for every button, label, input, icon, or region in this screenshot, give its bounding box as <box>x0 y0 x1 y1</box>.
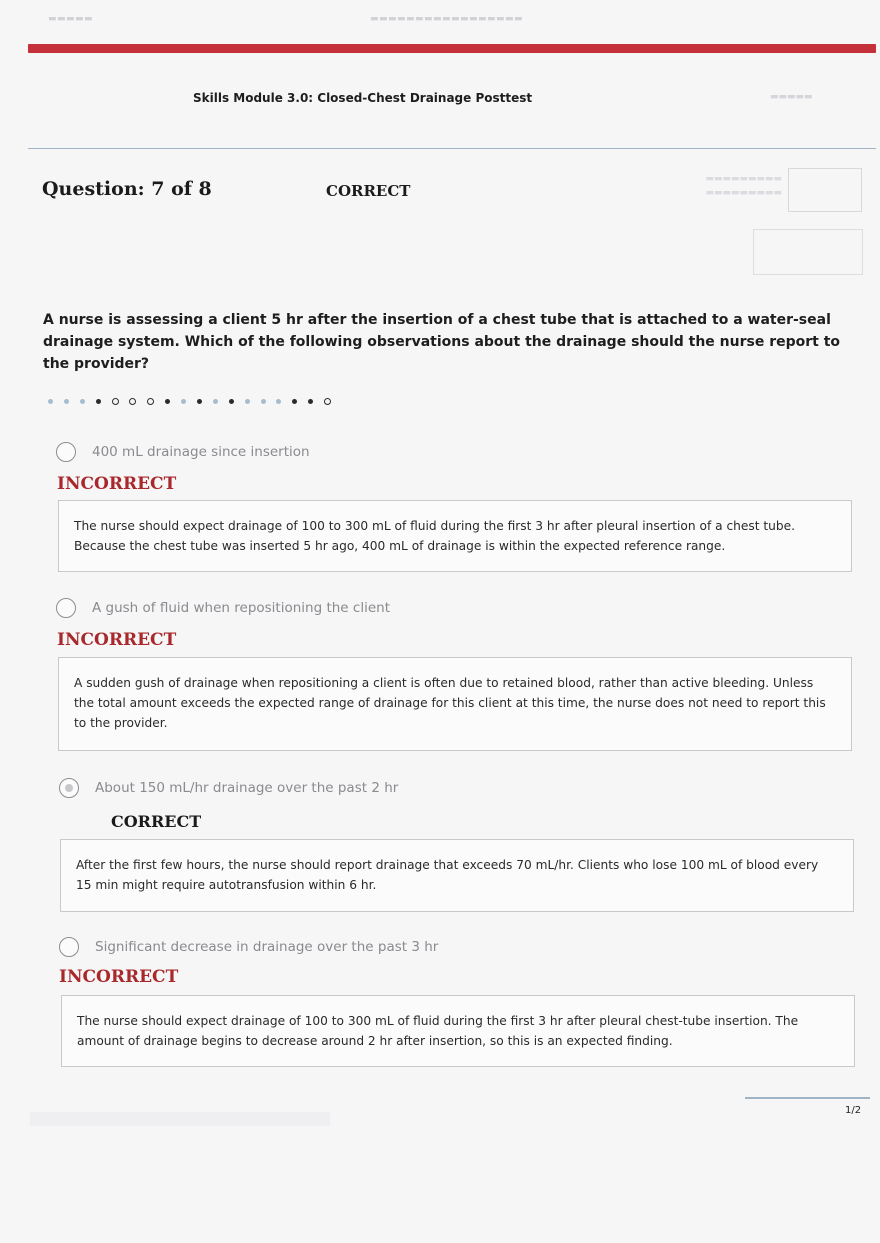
question-stem: A nurse is assessing a client 5 hr after the insertion of a chest tube that is attached to a water-seal drainage system. Which of the following observations about the drainage should the nurse report to the provider? <box>43 312 841 372</box>
option-rationale: A sudden gush of drainage when repositioning a client is often due to retained blood, rather than active bleeding. Unless the total amount exceeds the expected range of drainage for this client at this time, the nurse does not need to report this to the provider. <box>58 657 852 751</box>
option-text: Significant decrease in drainage over the past 3 hr <box>95 939 439 955</box>
progress-dot[interactable] <box>292 399 297 404</box>
progress-dot[interactable] <box>276 399 281 404</box>
option-text: A gush of fluid when repositioning the client <box>92 600 390 616</box>
faint-button-bottom[interactable] <box>753 229 863 275</box>
header-accent-bar <box>28 44 876 53</box>
faint-button-top[interactable] <box>788 168 862 212</box>
progress-dot[interactable] <box>245 399 250 404</box>
page-number: 1/2 <box>845 1105 862 1116</box>
option-verdict: INCORRECT <box>57 474 177 494</box>
progress-dot[interactable] <box>48 399 53 404</box>
option-verdict: INCORRECT <box>57 630 177 650</box>
progress-dot[interactable] <box>147 398 154 405</box>
module-title: Skills Module 3.0: Closed-Chest Drainage Posttest <box>193 91 533 105</box>
answer-option-selected[interactable] <box>59 778 398 798</box>
option-text: 400 mL drainage since insertion <box>92 444 310 460</box>
question-status: CORRECT <box>326 182 411 200</box>
option-verdict: INCORRECT <box>59 967 179 987</box>
progress-dot[interactable] <box>324 398 331 405</box>
answer-option[interactable] <box>56 598 390 618</box>
radio-selected-indicator <box>65 784 73 792</box>
progress-dot[interactable] <box>261 399 266 404</box>
progress-dot[interactable] <box>129 398 136 405</box>
progress-dot[interactable] <box>64 399 69 404</box>
radio-button[interactable] <box>56 442 76 462</box>
option-text: About 150 mL/hr drainage over the past 2 hr <box>95 780 399 796</box>
answer-option[interactable] <box>56 442 310 462</box>
radio-button-selected[interactable] <box>59 778 79 798</box>
progress-dot[interactable] <box>96 399 101 404</box>
progress-dot[interactable] <box>112 398 119 405</box>
answer-option[interactable] <box>59 937 438 957</box>
footer-divider <box>745 1097 870 1099</box>
radio-button[interactable] <box>56 598 76 618</box>
question-progress-dots <box>48 398 331 405</box>
question-number: Question: 7 of 8 <box>42 178 212 200</box>
faint-note: ▬▬▬▬▬▬▬▬▬ ▬▬▬▬▬▬▬▬▬ <box>705 174 782 198</box>
progress-dot[interactable] <box>308 399 313 404</box>
progress-dot[interactable] <box>165 399 170 404</box>
faint-footer <box>30 1112 330 1126</box>
progress-dot[interactable] <box>213 399 218 404</box>
faint-header-left: ▬▬▬▬▬ <box>48 14 94 24</box>
option-rationale: The nurse should expect drainage of 100 to 300 mL of fluid during the first 3 hr after pleural chest-tube insertion. The amount of drainage begins to decrease around 2 hr after insertion, so this is an expected finding. <box>61 995 855 1067</box>
header-divider <box>28 148 876 149</box>
progress-dot[interactable] <box>229 399 234 404</box>
option-verdict: CORRECT <box>111 812 202 831</box>
progress-dot[interactable] <box>181 399 186 404</box>
option-rationale: The nurse should expect drainage of 100 to 300 mL of fluid during the first 3 hr after pleural insertion of a chest tube. Because the chest tube was inserted 5 hr ago, 400 mL of drainage is within the expected reference range. <box>58 500 852 572</box>
progress-dot[interactable] <box>197 399 202 404</box>
option-rationale: After the first few hours, the nurse should report drainage that exceeds 70 mL/hr. Clients who lose 100 mL of blood every 15 min might require autotransfusion within 6 hr. <box>60 839 854 912</box>
radio-button[interactable] <box>59 937 79 957</box>
faint-header-right: ▬▬▬▬▬ <box>770 92 813 102</box>
faint-header-center: ▬▬▬▬▬▬▬▬▬▬▬▬▬▬▬▬▬ <box>370 14 524 24</box>
progress-dot[interactable] <box>80 399 85 404</box>
